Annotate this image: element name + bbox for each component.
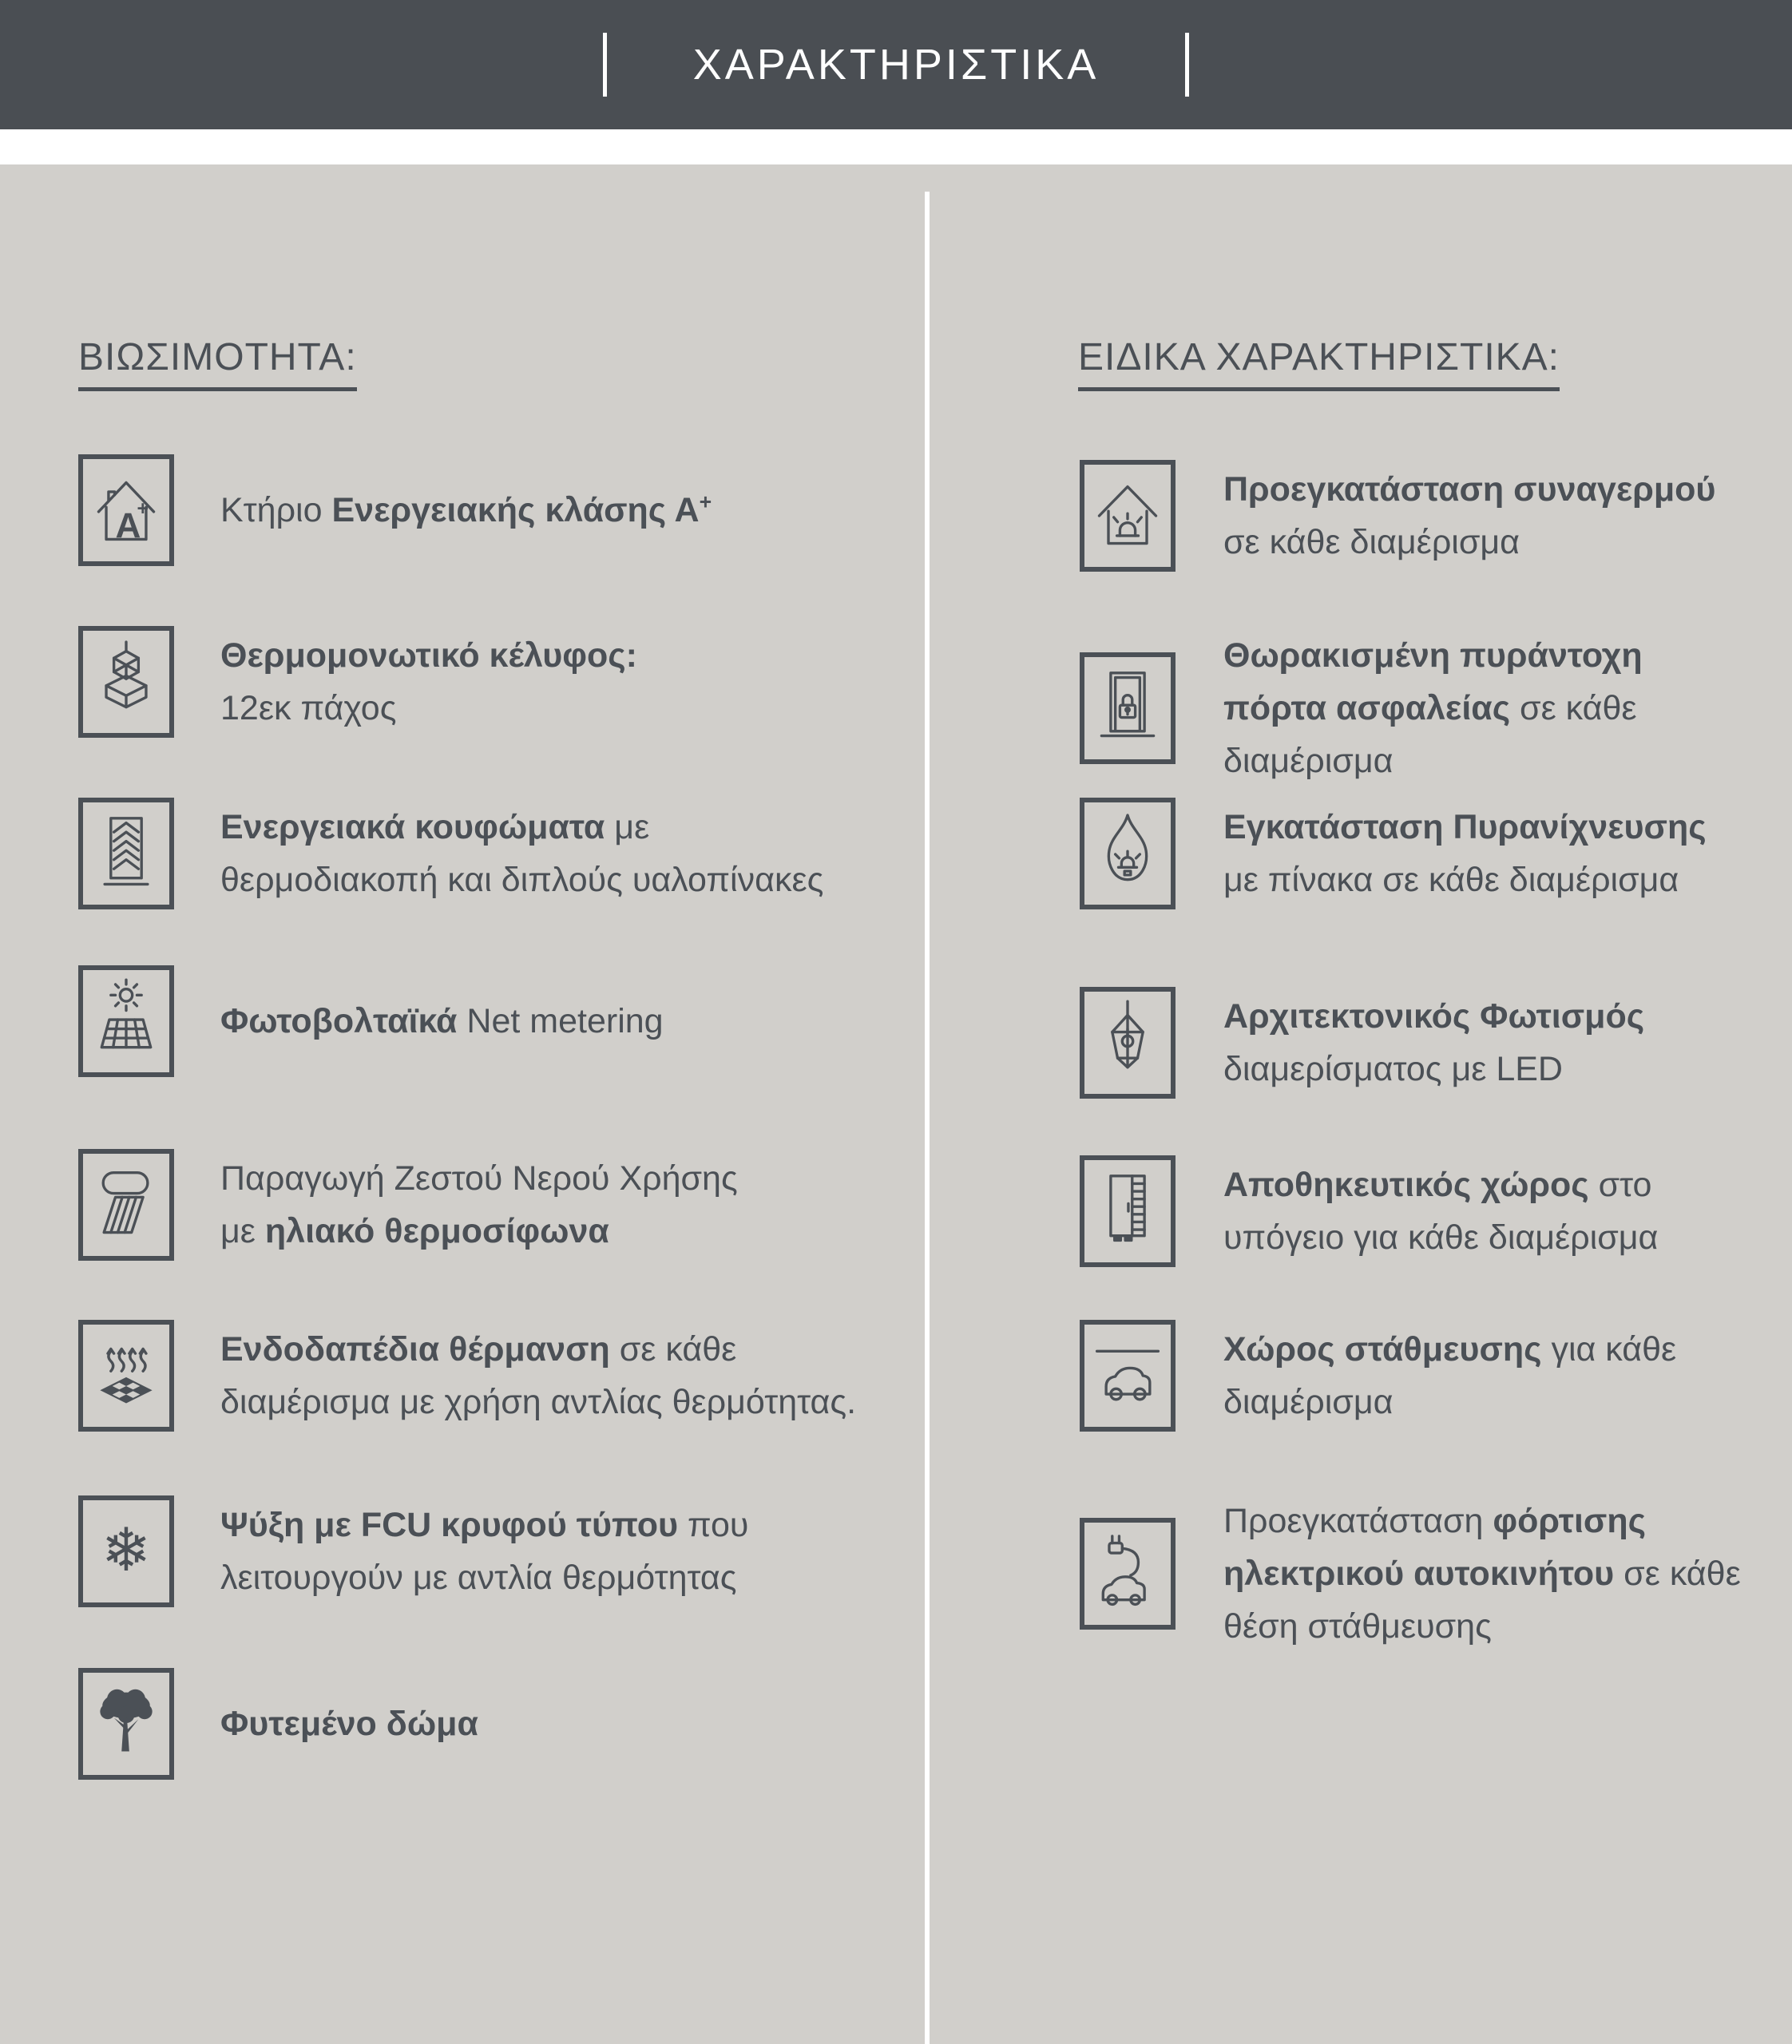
thermal-insulation-shell-icon bbox=[78, 626, 174, 738]
feature-text: Χώρος στάθμευσης για κάθε διαμέρισμα bbox=[1223, 1330, 1677, 1421]
security-door-icon bbox=[1080, 652, 1176, 764]
feature-item bbox=[1080, 1495, 1741, 1653]
storage-room-icon bbox=[1080, 1155, 1176, 1267]
feature-text: Εγκατάσταση Πυρανίχνευσης με πίνακα σε κάθε διαμέρισμα bbox=[1223, 808, 1707, 899]
feature-item bbox=[1080, 1155, 1658, 1268]
feature-item bbox=[78, 965, 664, 1078]
planted-roof-tree-icon bbox=[78, 1668, 174, 1780]
feature-text: Αποθηκευτικός χώρος στο υπόγειο για κάθε διαμέρισμα bbox=[1223, 1166, 1659, 1257]
sustainability-heading: ΒΙΩΣΙΜΟΤΗΤΑ: bbox=[78, 335, 357, 391]
snowflake-cooling-icon bbox=[78, 1495, 174, 1607]
feature-item bbox=[78, 1319, 856, 1432]
feature-item bbox=[78, 454, 712, 567]
parking-space-icon bbox=[1080, 1320, 1176, 1432]
feature-item bbox=[1080, 1319, 1676, 1432]
ev-charging-icon bbox=[1080, 1518, 1176, 1630]
feature-text: Φυτεμένο δώμα bbox=[220, 1705, 478, 1743]
feature-text: Ενεργειακά κουφώματα με θερμοδιακοπή και διπλούς υαλοπίνακες bbox=[220, 808, 824, 899]
feature-item bbox=[1080, 629, 1643, 787]
feature-item bbox=[78, 1667, 478, 1781]
feature-text: Θερμομονωτικό κέλυφος: 12εκ πάχος bbox=[220, 636, 637, 727]
feature-item bbox=[78, 1148, 738, 1262]
feature-item bbox=[78, 1495, 748, 1608]
header-left-bar-decoration bbox=[603, 33, 607, 97]
column-divider bbox=[925, 192, 930, 2044]
svg-text:+: + bbox=[137, 497, 149, 520]
page-title: ΧΑΡΑΚΤΗΡΙΣΤΙΚΑ bbox=[692, 41, 1100, 89]
energy-class-a-plus-house-icon bbox=[78, 454, 174, 566]
special-characteristics-heading: ΕΙΔΙΚΑ ΧΑΡΑΚΤΗΡΙΣΤΙΚΑ: bbox=[1078, 335, 1560, 391]
header-bar bbox=[0, 0, 1792, 129]
feature-text: Προεγκατάσταση συναγερμού σε κάθε διαμέρισμα bbox=[1223, 470, 1716, 561]
feature-text: Παραγωγή Ζεστού Νερού Χρήσης με ηλιακό θερμοσίφωνα bbox=[220, 1159, 738, 1250]
fire-detection-icon bbox=[1080, 798, 1176, 909]
feature-item bbox=[78, 625, 637, 739]
feature-text: Ψύξη με FCU κρυφού τύπου που λειτουργούν με αντλία θερμότητας bbox=[220, 1506, 749, 1597]
svg-text:❄: ❄ bbox=[101, 1515, 152, 1585]
feature-item bbox=[1080, 986, 1644, 1099]
header-white-strip bbox=[0, 129, 1792, 164]
feature-item bbox=[1080, 459, 1715, 572]
feature-text: Αρχιτεκτονικός Φωτισμός διαμερίσματος με LED bbox=[1223, 997, 1645, 1088]
feature-text: Φωτοβολταϊκά Net metering bbox=[220, 1002, 664, 1040]
energy-window-frames-icon bbox=[78, 798, 174, 909]
feature-text: Προεγκατάσταση φόρτισης ηλεκτρικού αυτοκινήτου σε κάθε θέση στάθμευσης bbox=[1223, 1502, 1741, 1646]
feature-item bbox=[78, 797, 823, 910]
house-alarm-icon bbox=[1080, 460, 1176, 572]
feature-text: Θωρακισμένη πυράντοχη πόρτα ασφαλείας σε κάθε διαμέρισμα bbox=[1223, 636, 1643, 780]
solar-water-heater-icon bbox=[78, 1149, 174, 1261]
pendant-lamp-icon bbox=[1080, 987, 1176, 1099]
photovoltaic-panel-icon bbox=[78, 965, 174, 1077]
svg-text:A: A bbox=[115, 506, 141, 546]
header-right-bar-decoration bbox=[1185, 33, 1189, 97]
feature-text: Κτήριο Ενεργειακής κλάσης Α+ bbox=[220, 489, 712, 529]
feature-item bbox=[1080, 797, 1707, 910]
underfloor-heating-icon bbox=[78, 1320, 174, 1432]
feature-text: Ενδοδαπέδια θέρμανση σε κάθε διαμέρισμα με χρήση αντλίας θερμότητας. bbox=[220, 1330, 857, 1421]
